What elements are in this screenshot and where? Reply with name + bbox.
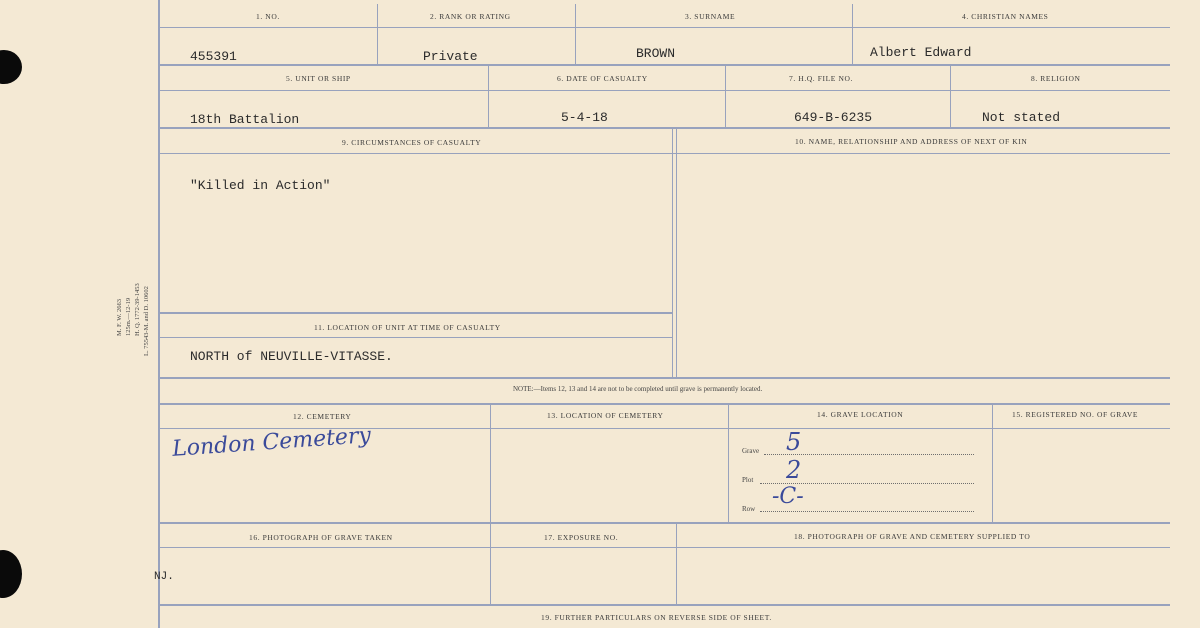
value-christian: Albert Edward <box>870 45 972 60</box>
label-christian: 4. CHRISTIAN NAMES <box>962 12 1049 21</box>
value-plot: 2 <box>786 456 802 484</box>
label-row: Row <box>742 505 756 513</box>
label-rank: 2. RANK OR RATING <box>430 12 511 21</box>
label-further: 19. FURTHER PARTICULARS ON REVERSE SIDE OF SHEET. <box>541 613 772 622</box>
label-photo-taken: 16. PHOTOGRAPH OF GRAVE TAKEN <box>249 533 393 542</box>
label-hq: 7. H.Q. FILE NO. <box>789 74 853 83</box>
label-cem-loc: 13. LOCATION OF CEMETERY <box>547 411 664 420</box>
label-circ: 9. CIRCUMSTANCES OF CASUALTY <box>342 138 482 147</box>
label-photo-supplied: 18. PHOTOGRAPH OF GRAVE AND CEMETERY SUPPLIED TO <box>794 532 1031 541</box>
label-plot: Plot <box>742 476 754 484</box>
punch-hole-top <box>0 50 22 84</box>
label-unit: 5. UNIT OR SHIP <box>286 74 351 83</box>
side-print-1: M. F. W. 2663 <box>116 298 123 336</box>
label-surname: 3. SURNAME <box>685 12 736 21</box>
value-row: -C- <box>772 484 804 509</box>
value-cemetery: London Cemetery <box>171 423 372 462</box>
note-text: NOTE:—Items 12, 13 and 14 are not to be completed until grave is permanently located. <box>513 385 763 393</box>
side-print-3: H. Q. 1772-39-1453 <box>134 283 141 336</box>
value-no: 455391 <box>190 49 237 64</box>
margin-line <box>158 0 160 628</box>
label-location: 11. LOCATION OF UNIT AT TIME OF CASUALTY <box>314 323 501 332</box>
value-location: NORTH of NEUVILLE-VITASSE. <box>190 349 393 364</box>
value-date: 5-4-18 <box>561 110 608 125</box>
label-grave-loc: 14. GRAVE LOCATION <box>817 410 904 419</box>
value-unit: 18th Battalion <box>190 112 300 127</box>
value-grave: 5 <box>786 428 802 456</box>
value-initials: NJ. <box>154 571 174 583</box>
value-rank: Private <box>423 49 478 64</box>
value-hq: 649-B-6235 <box>794 110 873 125</box>
label-cemetery: 12. CEMETERY <box>293 412 352 421</box>
label-exposure: 17. EXPOSURE NO. <box>544 533 619 542</box>
label-religion: 8. RELIGION <box>1031 74 1081 83</box>
value-surname: BROWN <box>636 46 676 61</box>
side-print-2: 125m.—12-19 <box>125 297 132 336</box>
label-no: 1. NO. <box>256 12 280 21</box>
value-circ: "Killed in Action" <box>190 178 331 193</box>
punch-hole-bottom <box>0 550 22 598</box>
side-print-4: L. 75543-M. and D. 10602 <box>143 286 150 356</box>
label-kin: 10. NAME, RELATIONSHIP AND ADDRESS OF NEXT OF KIN <box>795 137 1028 146</box>
label-grave: Grave <box>742 447 760 455</box>
value-religion: Not stated <box>982 110 1061 125</box>
label-date: 6. DATE OF CASUALTY <box>557 74 648 83</box>
label-reg: 15. REGISTERED NO. OF GRAVE <box>1012 410 1139 419</box>
